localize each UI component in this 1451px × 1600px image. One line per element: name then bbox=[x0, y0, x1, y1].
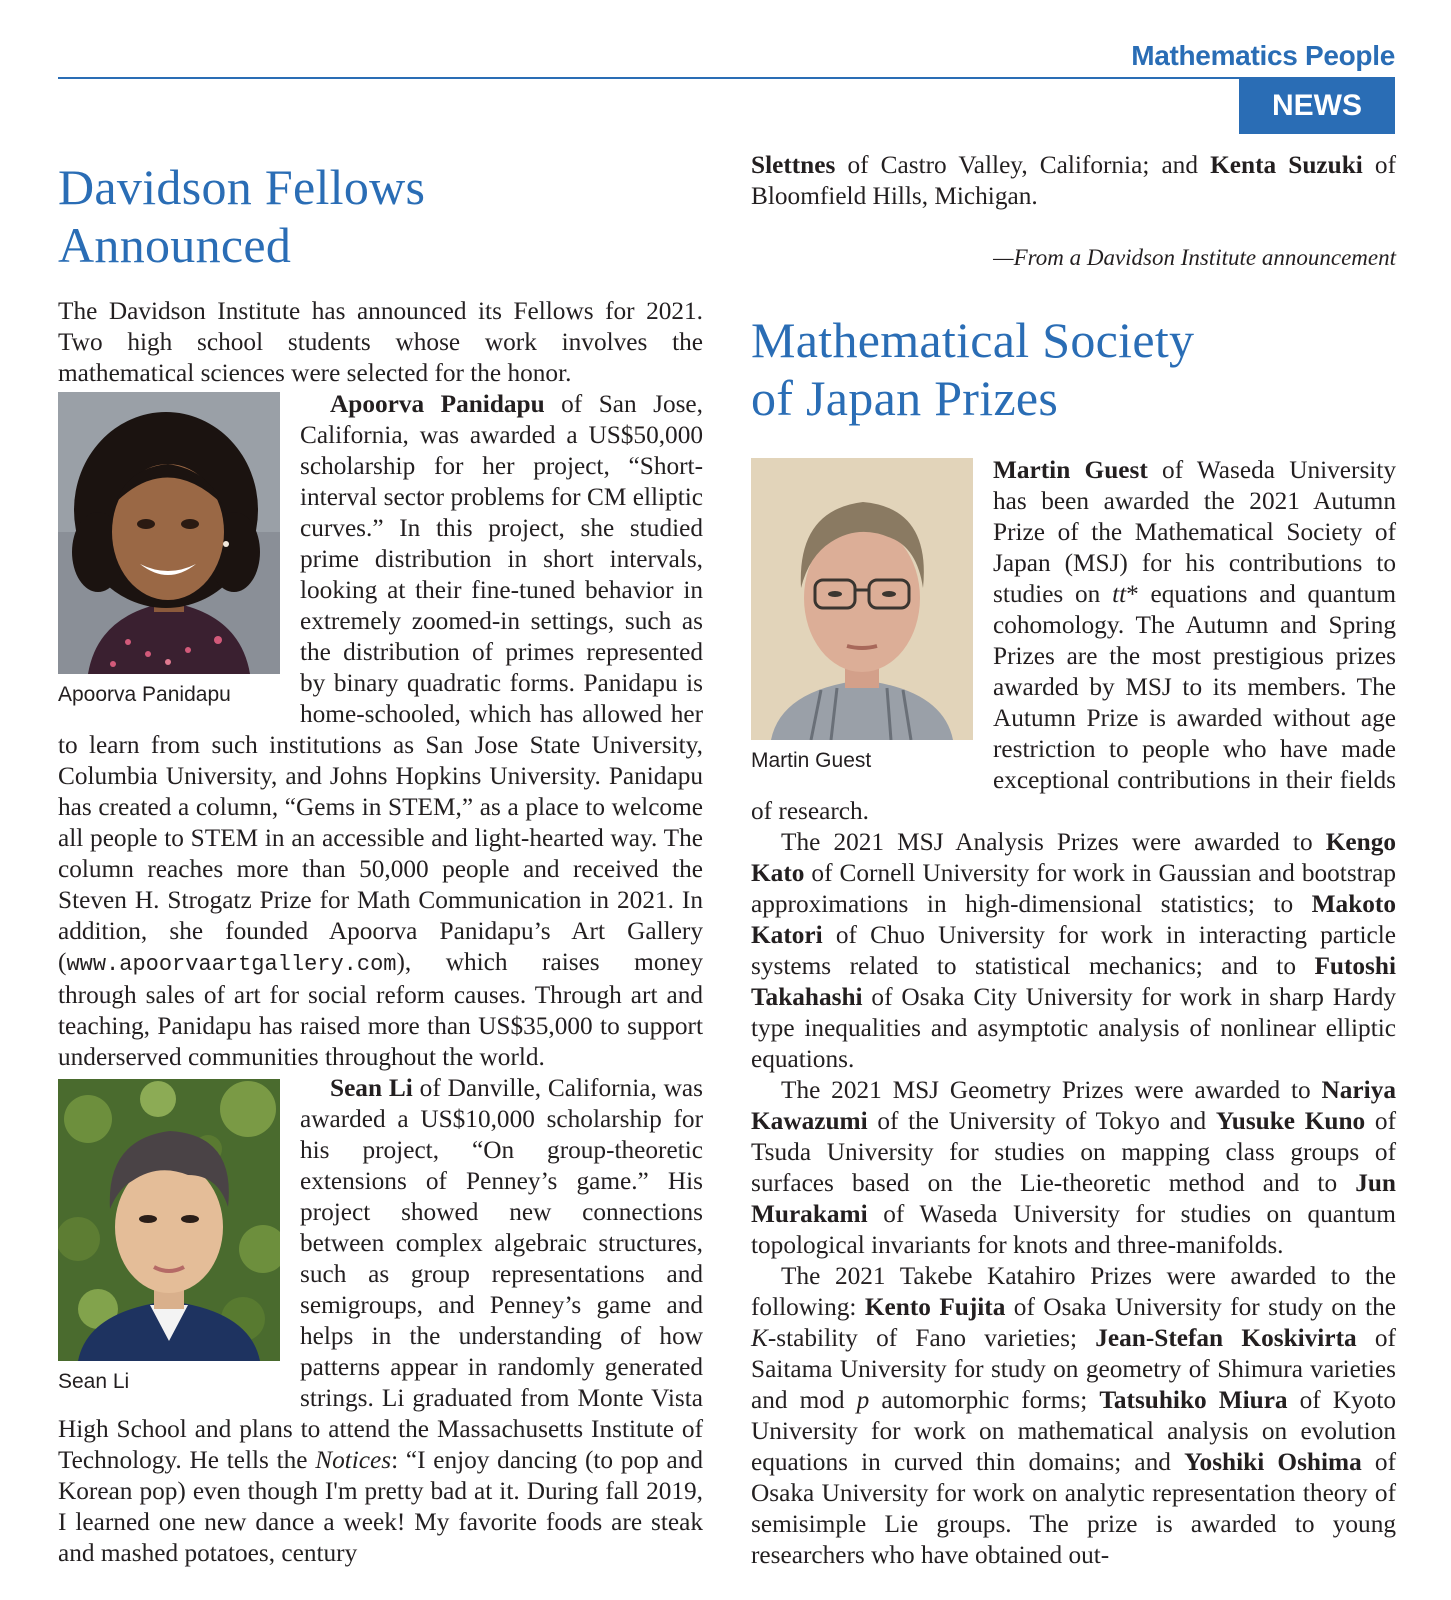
figure-martin bbox=[751, 458, 973, 774]
geometry-text-c: of Tsuda University for studies on mapping class groups of surfaces based on the Lie-theoretic method and to bbox=[751, 1107, 1397, 1197]
section-label: Mathematics People bbox=[1131, 40, 1395, 71]
apoorva-gallery-url[interactable]: www.apoorvaartgallery.com bbox=[66, 952, 397, 977]
msj-heading bbox=[751, 311, 1396, 427]
apoorva-caption: Apoorva Panidapu bbox=[58, 683, 231, 706]
takebe-prizes-paragraph bbox=[751, 1261, 1396, 1571]
k-symbol: K bbox=[751, 1324, 768, 1352]
analysis-prizes-paragraph bbox=[751, 827, 1396, 1075]
notices-title: Notices bbox=[315, 1446, 392, 1474]
davidson-title-line1: Davidson Fellows bbox=[58, 159, 426, 215]
analysis-text-b: of Cornell University for work in Gaussian and bootstrap approximations in high-dimensional statistics; to bbox=[751, 859, 1396, 918]
sean-name: Sean Li bbox=[330, 1074, 413, 1102]
apoorva-name: Apoorva Panidapu bbox=[330, 390, 545, 418]
takebe-text-d: of Saitama University for study on geometry of Shimura varieties and mod bbox=[751, 1324, 1396, 1414]
davidson-continued bbox=[751, 150, 1396, 212]
apoorva-photo bbox=[58, 392, 280, 674]
takebe-text-c: -stability of Fano varieties; bbox=[767, 1324, 1096, 1352]
sean-caption: Sean Li bbox=[58, 1370, 130, 1393]
takebe-text-g: of Osaka University for work on analytic representation theory of semisimple Lie groups. The prize is awarded to young researchers who have obtained out- bbox=[751, 1448, 1397, 1569]
analysis-text-c: of Chuo University for work in interacting particle systems related to statistical mechanics; and to bbox=[751, 921, 1396, 980]
yoshiki-oshima-name: Yoshiki Oshima bbox=[1184, 1448, 1362, 1476]
tatsuhiko-miura-name: Tatsuhiko Miura bbox=[1099, 1386, 1288, 1414]
analysis-text-d: of Osaka City University for work in sharp Hardy type inequalities and asymptotic analysis of nonlinear elliptic equations. bbox=[751, 983, 1396, 1073]
geometry-text-a: The 2021 MSJ Geometry Prizes were awarded to bbox=[781, 1076, 1322, 1104]
jun-murakami-name: Jun Murakami bbox=[751, 1169, 1396, 1228]
p-symbol: p bbox=[856, 1386, 870, 1414]
kengo-kato-name: Kengo Kato bbox=[751, 828, 1396, 887]
page-header bbox=[0, 0, 1451, 140]
msj-title-line2: of Japan Prizes bbox=[751, 370, 1059, 426]
apoorva-text-b: ), which raises money through sales of art for social reform causes. Through art and teaching, Panidapu has raised more than US$35,000 to support underserved communities throughout the world. bbox=[58, 948, 703, 1071]
kento-fujita-name: Kento Fujita bbox=[864, 1293, 1006, 1321]
figure-apoorva bbox=[58, 392, 280, 708]
takebe-text-b: of Osaka University for study on the bbox=[1005, 1293, 1396, 1321]
jean-stefan-koskivirta-name: Jean-Stefan Koskivirta bbox=[1095, 1324, 1357, 1352]
geometry-text-d: of Waseda University for studies on quantum topological invariants for knots and three-manifolds. bbox=[751, 1200, 1396, 1259]
geometry-prizes-paragraph bbox=[751, 1075, 1396, 1261]
yusuke-kuno-name: Yusuke Kuno bbox=[1215, 1107, 1366, 1135]
left-column bbox=[58, 150, 703, 1569]
msj-title-line1: Mathematical Society bbox=[751, 312, 1195, 368]
davidson-title-line2: Announced bbox=[58, 217, 292, 273]
futoshi-takahashi-name: Futoshi Takahashi bbox=[751, 952, 1396, 1011]
martin-caption: Martin Guest bbox=[751, 749, 872, 772]
martin-name: Martin Guest bbox=[993, 456, 1148, 484]
figure-sean bbox=[58, 1079, 280, 1395]
nariya-kawazumi-name: Nariya Kawazumi bbox=[751, 1076, 1396, 1135]
header-rule bbox=[58, 77, 1395, 79]
martin-text-b: * equations and quantum cohomology. The Autumn and Spring Prizes are the most prestigious prizes awarded by MSJ to its members. The Autumn Prize is awarded without age restriction to people who have made exceptional contributions in their fields of research. bbox=[751, 580, 1397, 825]
takebe-text-e: automorphic forms; bbox=[869, 1386, 1100, 1414]
makoto-katori-name: Makoto Katori bbox=[751, 890, 1396, 949]
martin-text-a: of Waseda University has been awarded the 2021 Autumn Prize of the Mathematical Society of Japan (MSJ) for his contributions to studies on bbox=[993, 456, 1396, 608]
sean-text-a: of Danville, California, was awarded a US$10,000 scholarship for his project, “On group-theoretic extensions of Penney’s game.” His project showed new connections between complex algebraic structures, such as group representations and semigroups, and Penney’s game and helps in the understanding of how patterns appear in randomly generated strings. Li graduated from Monte Vista High School and plans to attend the Massachusetts Institute of Technology. He tells the bbox=[58, 1074, 703, 1474]
tt-symbol: tt bbox=[1112, 580, 1127, 608]
sean-text-b: : “I enjoy dancing (to pop and Korean pop) even though I'm pretty bad at it. During fall 2019, I learned one new dance a week! My favorite foods are steak and mashed potatoes, century bbox=[58, 1446, 703, 1567]
apoorva-text-a: of San Jose, California, was awarded a US$50,000 scholarship for her project, “Short-interval sector problems for CM elliptic curves.” In this project, she studied prime distribution in short intervals, looking at their fine-tuned behavior in extremely zoomed-in settings, such as the distribution of primes represented by binary quadratic forms. Panidapu is home-schooled, which has allowed her to learn from such institutions as San Jose State University, Columbia University, and Johns Hopkins University. Panidapu has created a column, “Gems in STEM,” as a place to welcome all people to STEM in an accessible and light-hearted way. The column reaches more than 50,000 people and received the Steven H. Strogatz Prize for Math Communication in 2021. In addition, she founded Apoorva Panidapu’s Art Gallery ( bbox=[58, 390, 703, 976]
cont-text2: of Bloomfield Hills, Michigan. bbox=[751, 151, 1397, 210]
slettnes-name: Slettnes bbox=[751, 151, 836, 179]
sean-photo bbox=[58, 1079, 280, 1361]
martin-photo bbox=[751, 458, 973, 740]
cont-text1: of Castro Valley, California; and bbox=[835, 151, 1211, 179]
takebe-text-a: The 2021 Takebe Katahiro Prizes were awarded to the following: bbox=[751, 1262, 1396, 1321]
davidson-intro: The Davidson Institute has announced its Fellows for 2021. Two high school students whose work involves the mathematical sciences were selected for the honor. bbox=[58, 297, 703, 387]
analysis-text-a: The 2021 MSJ Analysis Prizes were awarded to bbox=[781, 828, 1326, 856]
right-column bbox=[751, 150, 1396, 1571]
kenta-name: Kenta Suzuki bbox=[1210, 151, 1363, 179]
news-badge: NEWS bbox=[1239, 78, 1395, 134]
takebe-text-f: of Kyoto University for work on mathematical analysis on evolution equations in curved thin domains; and bbox=[751, 1386, 1397, 1476]
davidson-source: —From a Davidson Institute announcement bbox=[993, 245, 1396, 270]
geometry-text-b: of the University of Tokyo and bbox=[867, 1107, 1216, 1135]
davidson-heading bbox=[58, 158, 703, 274]
